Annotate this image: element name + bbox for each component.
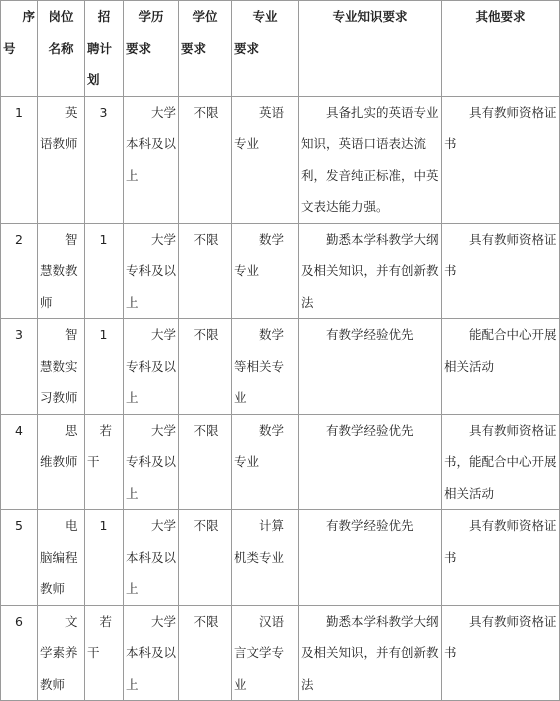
table-row (1, 510, 560, 606)
cell-education: 大学专科及以上 (124, 414, 179, 510)
cell-position: 智慧数实习教师 (38, 319, 85, 415)
cell-position: 思维教师 (38, 414, 85, 510)
cell-knowledge: 有教学经验优先 (299, 319, 442, 415)
cell-no: 5 (1, 510, 38, 606)
cell-major: 计算机类专业 (232, 510, 299, 606)
cell-major: 数学专业 (232, 414, 299, 510)
cell-degree: 不限 (179, 96, 232, 223)
cell-plan: 1 (85, 319, 124, 415)
cell-knowledge: 勤悉本学科教学大纲及相关知识，并有创新教法 (299, 223, 442, 319)
table-row (1, 319, 560, 415)
cell-position: 电脑编程教师 (38, 510, 85, 606)
cell-major: 数学等相关专业 (232, 319, 299, 415)
table-row (1, 96, 560, 223)
cell-other: 能配合中心开展相关活动 (442, 319, 560, 415)
cell-other: 具有教师资格证书，能配合中心开展相关活动 (442, 414, 560, 510)
cell-education: 大学本科及以上 (124, 96, 179, 223)
header-plan: 招 聘计划 (85, 1, 124, 97)
cell-no: 3 (1, 319, 38, 415)
cell-education: 大学本科及以上 (124, 510, 179, 606)
cell-no: 1 (1, 96, 38, 223)
cell-other: 具有教师资格证书 (442, 96, 560, 223)
cell-other: 具有教师资格证书 (442, 605, 560, 701)
header-major: 专业 要求 (232, 1, 299, 97)
cell-plan: 3 (85, 96, 124, 223)
cell-education: 大学专科及以上 (124, 223, 179, 319)
cell-plan: 1 (85, 510, 124, 606)
table-row (1, 605, 560, 701)
cell-knowledge: 有教学经验优先 (299, 414, 442, 510)
cell-degree: 不限 (179, 510, 232, 606)
header-other: 其他要求 (442, 1, 560, 97)
cell-degree: 不限 (179, 605, 232, 701)
cell-major: 数学专业 (232, 223, 299, 319)
cell-other: 具有教师资格证书 (442, 223, 560, 319)
table-row (1, 414, 560, 510)
cell-other: 具有教师资格证书 (442, 510, 560, 606)
header-position: 岗位 名称 (38, 1, 85, 97)
cell-degree: 不限 (179, 319, 232, 415)
cell-major: 汉语言文学专业 (232, 605, 299, 701)
cell-plan: 若干 (85, 605, 124, 701)
cell-no: 6 (1, 605, 38, 701)
cell-knowledge: 勤悉本学科教学大纲及相关知识，并有创新教法 (299, 605, 442, 701)
table-row (1, 223, 560, 319)
cell-degree: 不限 (179, 414, 232, 510)
cell-position: 英语教师 (38, 96, 85, 223)
cell-education: 大学专科及以上 (124, 319, 179, 415)
cell-position: 文学素养教师 (38, 605, 85, 701)
header-no: 序 号 (1, 1, 38, 97)
cell-knowledge: 有教学经验优先 (299, 510, 442, 606)
cell-knowledge: 具备扎实的英语专业知识，英语口语表达流利，发音纯正标准，中英文表达能力强。 (299, 96, 442, 223)
cell-major: 英语专业 (232, 96, 299, 223)
header-knowledge: 专业知识要求 (299, 1, 442, 97)
cell-plan: 若干 (85, 414, 124, 510)
header-education: 学历 要求 (124, 1, 179, 97)
cell-degree: 不限 (179, 223, 232, 319)
cell-plan: 1 (85, 223, 124, 319)
cell-education: 大学本科及以上 (124, 605, 179, 701)
table-header-row (1, 1, 560, 97)
cell-no: 2 (1, 223, 38, 319)
header-degree: 学位 要求 (179, 1, 232, 97)
cell-position: 智慧数教师 (38, 223, 85, 319)
cell-no: 4 (1, 414, 38, 510)
